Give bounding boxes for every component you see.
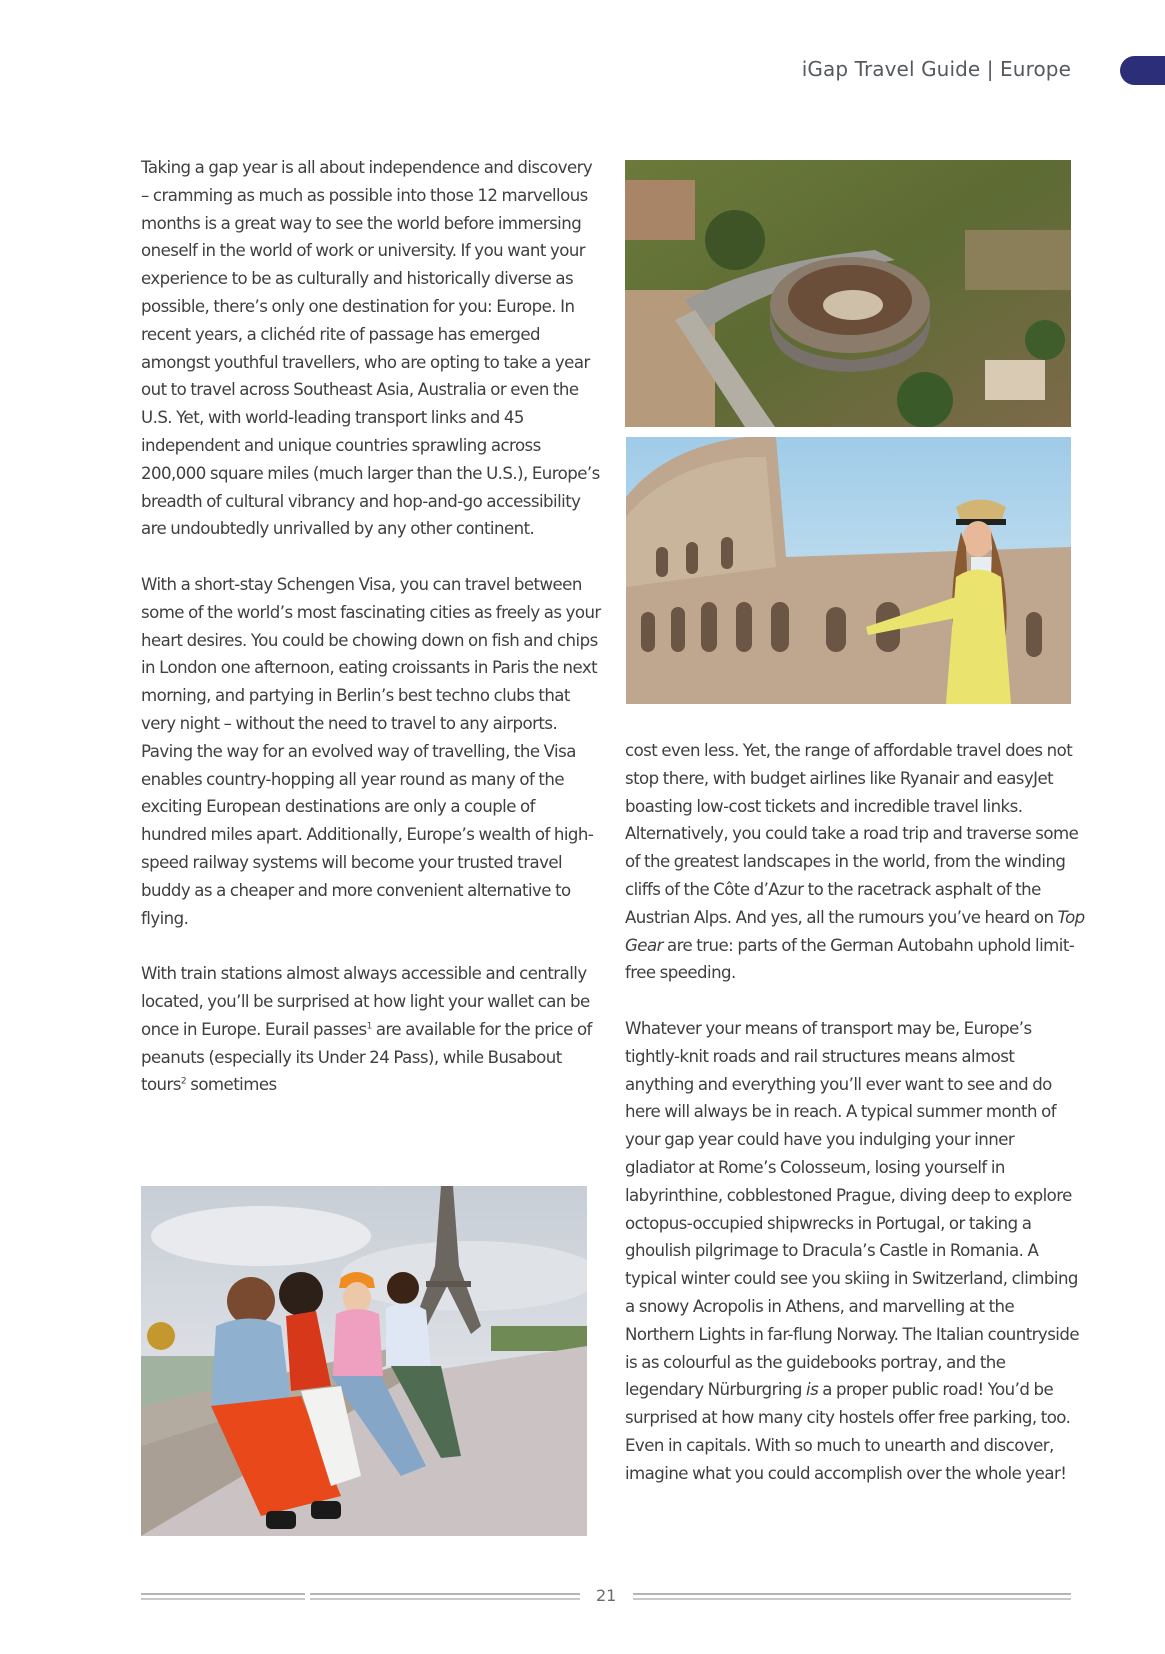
footer-rule-left-b2 (310, 1598, 580, 1600)
paragraph-affordable-travel (625, 737, 1085, 987)
text-run: sometimes (186, 1075, 277, 1095)
article-right-column (625, 737, 1085, 1488)
paragraph-train-stations (141, 960, 601, 1099)
footnote-ref-1[interactable]: 1 (366, 1021, 372, 1032)
text-run-italic: is (806, 1380, 819, 1400)
footer-rule-left-a (141, 1593, 305, 1595)
paragraph-transport (625, 1015, 1085, 1488)
text-run: cost even less. Yet, the range of affordable travel does not stop there, with budget airlines like Ryanair and easyJet boasting low-cost tickets and incredible travel links. Alternatively, you could take a road trip and traverse some of the greatest landscapes in the world, from the winding cliffs of the Côte d’Azur to the racetrack asphalt of the Austrian Alps. And yes, all the rumours you’ve heard on (625, 741, 1079, 927)
footer-rule-right (633, 1593, 1071, 1595)
running-header-title: iGap Travel Guide | Europe (801, 57, 1071, 81)
text-run: With train stations almost always accessible and centrally located, you’ll be surprised at how light your wallet can be once in Europe. Eurail passes (141, 964, 590, 1039)
page-number: 21 (596, 1586, 617, 1605)
footer-rule-left-a2 (141, 1598, 305, 1600)
paragraph-schengen: With a short-stay Schengen Visa, you can travel between some of the world’s most fascinating cities as freely as your heart desires. You could be chowing down on fish and chips in London one afternoon, eating croissants in Paris the next morning, and partying in Berlin’s best techno clubs that very night – without the need to travel to any airports. Paving the way for an evolved way of travelling, the Visa enables country-hopping all year round as many of the exciting European destinations are only a couple of hundred miles apart. Additionally, Europe’s wealth of high-speed railway systems will become your trusted travel buddy as a cheaper and more convenient alternative to flying. (141, 574, 601, 928)
colosseum-aerial-photo (625, 160, 1071, 427)
text-run: Whatever your means of transport may be, Europe’s tightly-knit roads and rail structures means almost anything and everything you’ll ever want to see and do here will always be in reach. A typical summer month of your gap year could have you indulging your inner gladiator at Rome’s Colosseum, losing yourself in labyrinthine, cobblestoned Prague, diving deep to explore octopus-occupied shipwrecks in Portugal, or taking a ghoulish pilgrimage to Dracula’s Castle in Romania. A typical winter could see you skiing in Switzerland, climbing a snowy Acropolis in Athens, and marvelling at the Northern Lights in far-flung Norway. The Italian countryside is as colourful as the guidebooks portray, and the legendary Nürburgring (625, 1018, 1080, 1400)
text-run: are true: parts of the German Autobahn uphold limit-free speeding. (625, 935, 1075, 983)
paragraph-intro: Taking a gap year is all about independence and discovery – cramming as much as possible into those 12 marvellous months is a great way to see the world before immersing oneself in the world of work or university. If you want your experience to be as culturally and historically diverse as possible, there’s only one destination for you: Europe. In recent years, a clichéd rite of passage has emerged amongst youthful travellers, who are opting to take a year out to travel across Southeast Asia, Australia or even the U.S. Yet, with world-leading transport links and 45 independent and unique countries sprawling across 200,000 square miles (much larger than the U.S.), Europe’s breadth of cultural vibrancy and hop-and-go accessibility are undoubtedly unrivalled by any other continent. (141, 158, 600, 539)
text-run-italic: Top Gear (625, 907, 1085, 955)
text-run: are available for the price of peanuts (especially its Under 24 Pass), while Busabout tours (141, 1019, 592, 1095)
article-left-column (141, 154, 601, 1099)
footnote-ref-2[interactable]: 2 (180, 1076, 187, 1087)
colosseum-woman-photo (626, 437, 1071, 704)
section-tab-marker (1120, 56, 1165, 85)
footer-rule-right-2 (633, 1598, 1071, 1600)
text-run: a proper public road! You’d be surprised at how many city hostels offer free parking, too. Even in capitals. With so much to unearth and discover, imagine what you could accomplish over the whole year! (625, 1380, 1071, 1483)
eiffel-tower-friends-photo (141, 1186, 587, 1536)
footer-rule-left-b (310, 1593, 580, 1595)
